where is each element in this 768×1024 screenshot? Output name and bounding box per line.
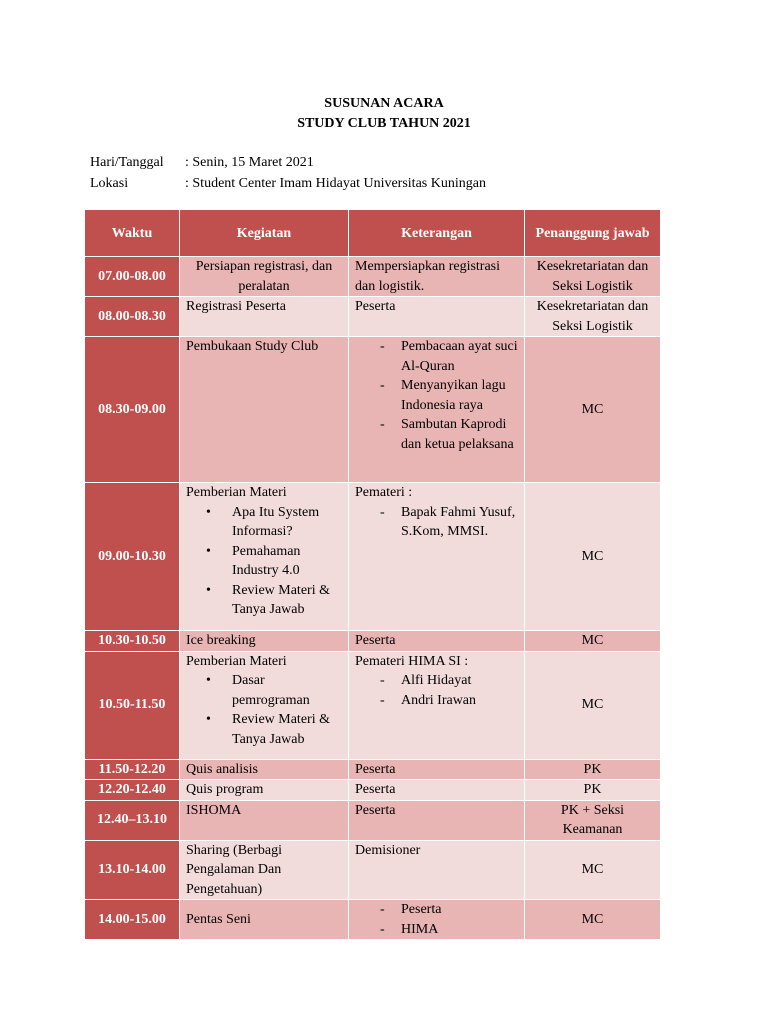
activity-text: Persiapan registrasi, dan peralatan	[195, 259, 333, 294]
pic-cell: MC	[525, 631, 661, 652]
pic-cell: PK	[525, 780, 661, 801]
table-row	[85, 800, 661, 840]
time-cell: 09.00-10.30	[85, 483, 180, 631]
location-line	[90, 174, 486, 194]
location-value: : Student Center Imam Hidayat Universitas Kuningan	[185, 176, 486, 191]
time-cell: 14.00-15.00	[85, 900, 180, 940]
schedule-table	[84, 209, 661, 940]
activity-text: Pemberian Materi	[186, 653, 287, 669]
schedule-body	[85, 257, 661, 940]
time-cell: 12.40–13.10	[85, 800, 180, 840]
time-cell: 08.30-09.00	[85, 337, 180, 483]
activity-bullets-item: • Review Materi & Tanya Jawab	[186, 710, 342, 749]
pic-cell: Kesekretariatan dan Seksi Logistik	[525, 257, 661, 297]
activity-cell	[180, 800, 349, 840]
table-row	[85, 257, 661, 297]
activity-text: Quis program	[186, 782, 264, 797]
time-cell: 13.10-14.00	[85, 840, 180, 900]
document-title	[0, 94, 768, 134]
header-time: Waktu	[85, 210, 180, 257]
note-cell	[349, 483, 525, 631]
activity-cell	[180, 337, 349, 483]
activity-cell	[180, 759, 349, 780]
activity-cell	[180, 483, 349, 631]
note-dashes-item: - Alfi Hidayat	[355, 671, 518, 691]
note-dashes-item: - Pembacaan ayat suci Al-Quran	[355, 337, 518, 376]
date-line	[90, 153, 314, 173]
note-dashes-item: - Menyanyikan lagu Indonesia raya	[355, 376, 518, 415]
activity-cell	[180, 297, 349, 337]
activity-text: Registrasi Peserta	[186, 299, 286, 314]
note-cell	[349, 800, 525, 840]
pic-cell: MC	[525, 483, 661, 631]
note-text: Pemateri HIMA SI :	[355, 653, 469, 669]
table-row	[85, 483, 661, 631]
activity-cell	[180, 257, 349, 297]
time-cell: 10.30-10.50	[85, 631, 180, 652]
pic-cell: Kesekretariatan dan Seksi Logistik	[525, 297, 661, 337]
note-text: Mempersiapkan registrasi dan logistik.	[355, 259, 501, 294]
note-cell	[349, 297, 525, 337]
note-text: Pemateri :	[355, 485, 413, 500]
activity-cell	[180, 631, 349, 652]
pic-cell: PK	[525, 759, 661, 780]
activity-text: Ice breaking	[186, 633, 256, 648]
header-note: Keterangan	[349, 210, 525, 257]
note-cell	[349, 651, 525, 759]
table-row	[85, 631, 661, 652]
title-line-2: STUDY CLUB TAHUN 2021	[297, 116, 471, 131]
note-dashes	[355, 900, 518, 939]
note-text: Peserta	[355, 802, 396, 818]
time-cell: 11.50-12.20	[85, 759, 180, 780]
pic-cell: MC	[525, 337, 661, 483]
note-cell	[349, 900, 525, 940]
header-pic: Penanggung jawab	[525, 210, 661, 257]
note-dashes-item: - HIMA	[355, 920, 518, 940]
title-line-1: SUSUNAN ACARA	[324, 96, 444, 111]
pic-cell: PK + Seksi Keamanan	[525, 800, 661, 840]
note-text: Peserta	[355, 299, 396, 314]
note-text: Peserta	[355, 761, 396, 777]
activity-cell	[180, 651, 349, 759]
activity-bullets	[186, 671, 342, 749]
note-dashes-item: - Andri Irawan	[355, 691, 518, 711]
table-row	[85, 759, 661, 780]
activity-cell	[180, 900, 349, 940]
note-cell	[349, 780, 525, 801]
pic-cell: MC	[525, 900, 661, 940]
note-cell	[349, 631, 525, 652]
header-activity: Kegiatan	[180, 210, 349, 257]
note-cell	[349, 759, 525, 780]
activity-text: Pentas Seni	[186, 911, 251, 927]
activity-bullets-item: • Pemahaman Industry 4.0	[186, 542, 342, 581]
time-cell: 12.20-12.40	[85, 780, 180, 801]
note-text: Peserta	[355, 782, 396, 797]
table-row	[85, 651, 661, 759]
time-cell: 07.00-08.00	[85, 257, 180, 297]
pic-cell: MC	[525, 651, 661, 759]
pic-cell: MC	[525, 840, 661, 900]
time-cell: 08.00-08.30	[85, 297, 180, 337]
note-dashes	[355, 337, 518, 454]
activity-cell	[180, 840, 349, 900]
note-cell	[349, 257, 525, 297]
time-cell: 10.50-11.50	[85, 651, 180, 759]
activity-bullets-item: • Review Materi & Tanya Jawab	[186, 581, 342, 620]
location-label: Lokasi	[90, 176, 129, 191]
activity-cell	[180, 780, 349, 801]
note-dashes-item: - Bapak Fahmi Yusuf, S.Kom, MMSI.	[355, 503, 518, 542]
note-dashes-item: - Peserta	[355, 900, 518, 920]
note-text: Demisioner	[355, 842, 421, 858]
table-row	[85, 840, 661, 900]
table-row	[85, 297, 661, 337]
note-cell	[349, 337, 525, 483]
date-value: : Senin, 15 Maret 2021	[185, 155, 314, 170]
activity-bullets-item: • Dasar pemrograman	[186, 671, 342, 710]
note-dashes	[355, 671, 518, 710]
activity-bullets	[186, 503, 342, 620]
date-label: Hari/Tanggal	[90, 155, 164, 170]
note-dashes-item: - Sambutan Kaprodi dan ketua pelaksana	[355, 415, 518, 454]
activity-text: Sharing (Berbagi Pengalaman Dan Pengetahuan)	[186, 842, 283, 897]
table-header-row	[85, 210, 661, 257]
activity-text: ISHOMA	[186, 802, 242, 818]
activity-text: Pembukaan Study Club	[186, 339, 319, 354]
note-text: Peserta	[355, 633, 396, 648]
activity-text: Pemberian Materi	[186, 485, 287, 500]
activity-text: Quis analisis	[186, 761, 258, 777]
note-cell	[349, 840, 525, 900]
note-dashes	[355, 503, 518, 542]
table-row	[85, 337, 661, 483]
table-row	[85, 780, 661, 801]
table-row	[85, 900, 661, 940]
activity-bullets-item: • Apa Itu System Informasi?	[186, 503, 342, 542]
